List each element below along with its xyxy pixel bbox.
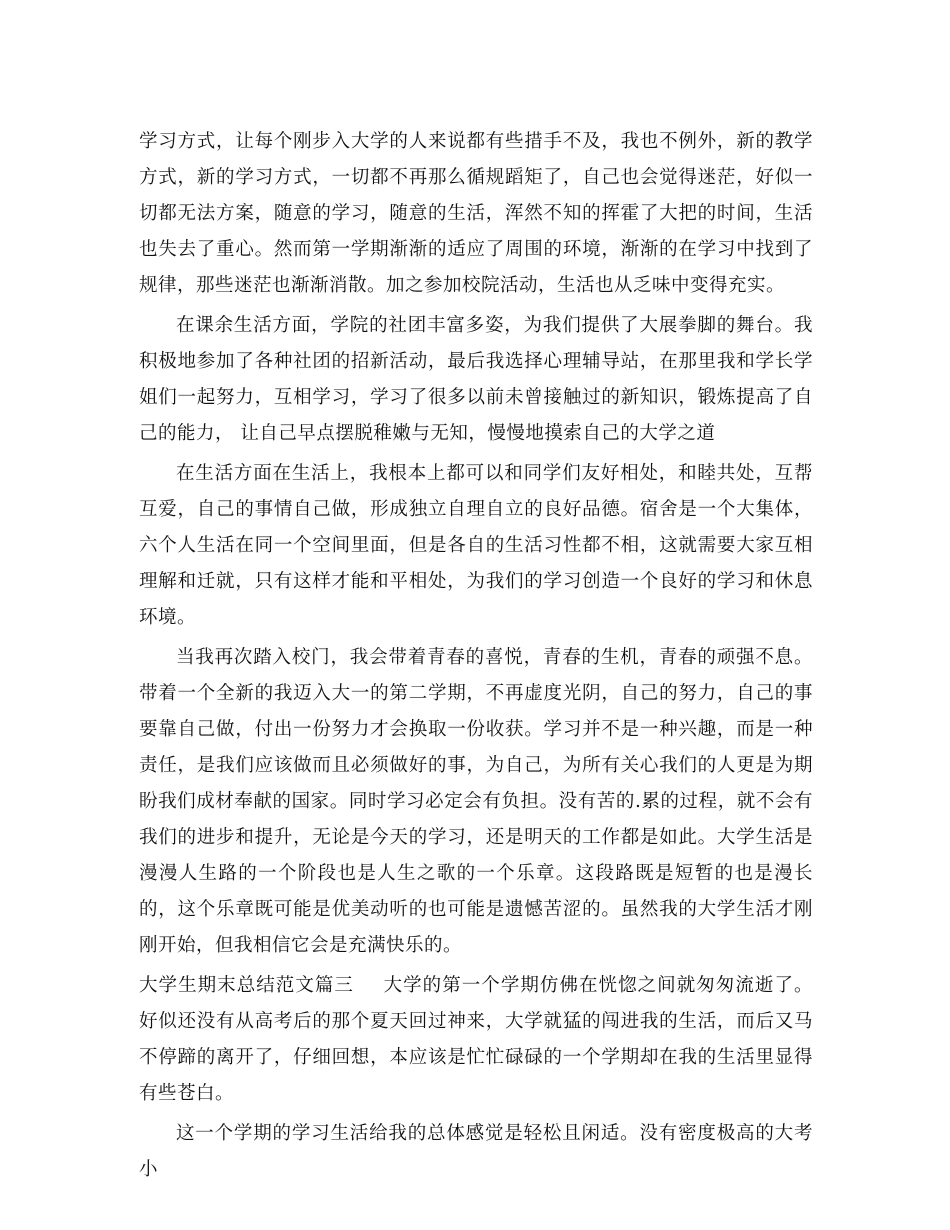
section-paragraph: [139, 968, 813, 1112]
section-text: 大学的第一个学期仿佛在恍惚之间就匆匆流逝了。好似还没有从高考后的那个夏天回过神来，大学就猛的闯进我的生活，而后又马不停蹄的离开了，仔细回想，本应该是忙忙碌碌的一个学期却在我的生活里显得有些苍白。: [139, 975, 813, 1104]
paragraph-4: 当我再次踏入校门，我会带着青春的喜悦，青春的生机，青春的顽强不息。带着一个全新的我迈入大一的第二学期，不再虚度光阴，自己的努力，自己的事要靠自己做，付出一份努力才会换取一份收获。学习并不是一种兴趣，而是一种责任，是我们应该做而且必须做好的事，为自己，为所有关心我们的人更是为期盼我们成材奉献的国家。同时学习必定会有负担。没有苦的.累的过程，就不会有我们的进步和提升，无论是今天的学习，还是明天的工作都是如此。大学生活是漫漫人生路的一个阶段也是人生之歌的一个乐章。这段路既是短暂的也是漫长的，这个乐章既可能是优美动听的也可能是遗憾苦涩的。虽然我的大学生活才刚刚开始，但我相信它会是充满快乐的。: [139, 647, 813, 956]
section-heading: 大学生期末总结范文篇三: [139, 975, 354, 996]
paragraph-final: 这一个学期的学习生活给我的总体感觉是轻松且闲适。没有密度极高的大考小: [139, 1123, 813, 1180]
paragraph-3: 在生活方面在生活上，我根本上都可以和同学们友好相处，和睦共处，互帮互爱，自己的事情自己做，形成独立自理自立的良好品德。宿舍是一个大集体，六个人生活在同一个空间里面，但是各自的生活习性都不相，这就需要大家互相理解和迁就，只有这样才能和平相处，为我们的学习创造一个良好的学习和休息环境。: [139, 463, 813, 628]
paragraph-2: 在课余生活方面，学院的社团丰富多姿，为我们提供了大展拳脚的舞台。我积极地参加了各种社团的招新活动，最后我选择心理辅导站，在那里我和学长学姐们一起努力，互相学习，学习了很多以前未曾接触过的新知识，锻炼提高了自己的能力， 让自己早点摆脱稚嫩与无知，慢慢地摸索自己的大学之道: [139, 315, 813, 444]
document-body: [139, 124, 813, 1192]
paragraph-1: 学习方式，让每个刚步入大学的人来说都有些措手不及，我也不例外，新的教学方式，新的学习方式，一切都不再那么循规蹈矩了，自己也会觉得迷茫，好似一切都无法方案，随意的学习，随意的生活，浑然不知的挥霍了大把的时间，生活也失去了重心。然而第一学期渐渐的适应了周围的环境，渐渐的在学习中找到了规律，那些迷茫也渐渐消散。加之参加校院活动，生活也从乏味中变得充实。: [139, 131, 813, 296]
